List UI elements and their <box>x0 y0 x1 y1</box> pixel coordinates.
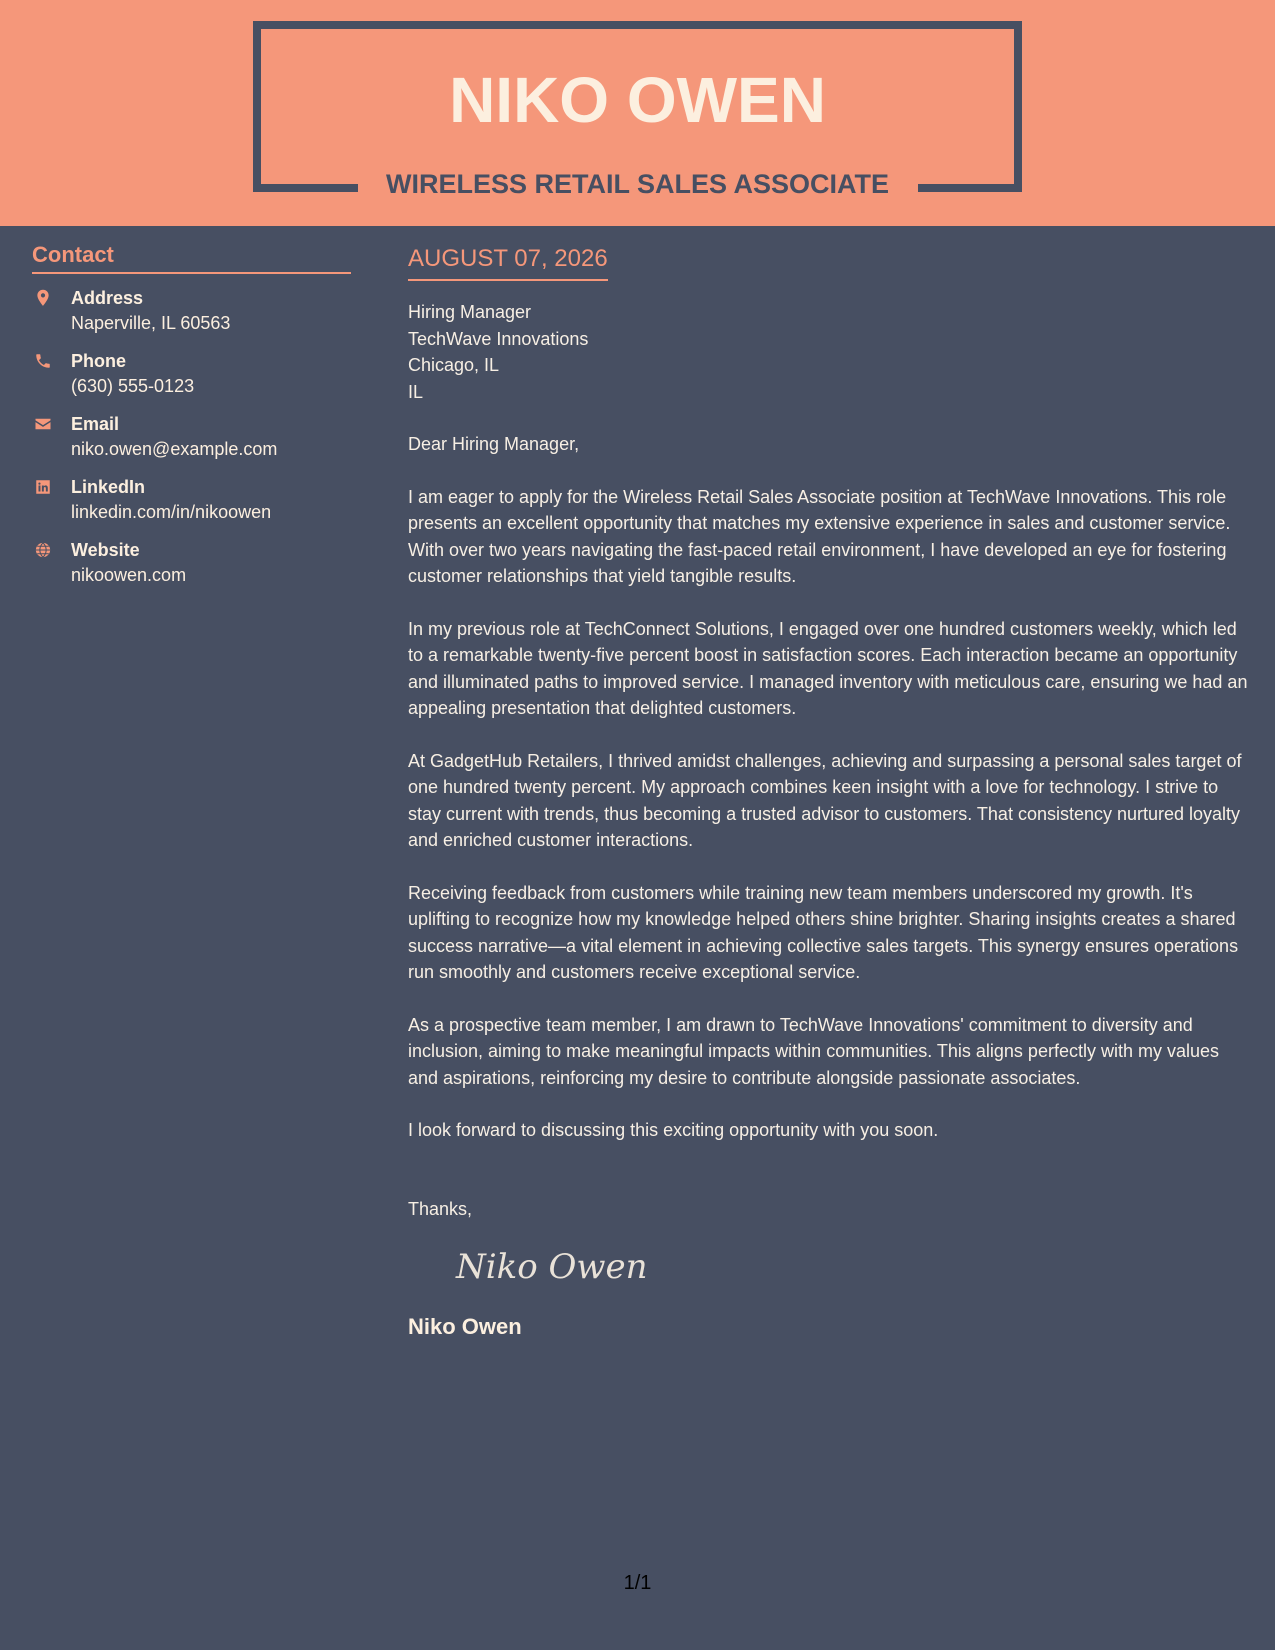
applicant-name: NIKO OWEN <box>449 64 826 136</box>
contact-value: (630) 555-0123 <box>71 376 195 396</box>
contact-value: nikoowen.com <box>71 565 187 585</box>
job-title: WIRELESS RETAIL SALES ASSOCIATE <box>385 169 890 199</box>
contact-item-website <box>32 538 351 589</box>
signed-name: Niko Owen <box>408 1314 522 1339</box>
contact-label: Website <box>71 540 140 560</box>
header-banner <box>0 0 1275 226</box>
globe-icon <box>34 541 52 559</box>
contact-value: Naperville, IL 60563 <box>71 313 231 333</box>
contact-value: niko.owen@example.com <box>71 439 278 459</box>
linkedin-icon <box>34 478 52 496</box>
handwritten-signature: Niko Owen <box>456 1247 648 1287</box>
contact-heading: Contact <box>32 240 351 274</box>
recipient-block <box>408 299 1253 405</box>
contact-item-email <box>32 412 351 463</box>
body-paragraph: As a prospective team member, I am drawn to TechWave Innovations' commitment to diversity and inclusion, aiming to make meaningful impacts within communities. This aligns perfectly with my values and aspirations, reinforcing my desire to contribute alongside passionate associates. <box>408 1014 1220 1088</box>
contact-label: LinkedIn <box>71 477 146 497</box>
contact-label: Phone <box>71 351 127 371</box>
phone-icon <box>34 352 52 370</box>
map-pin-icon <box>34 289 52 307</box>
header-frame-top <box>253 21 1022 29</box>
closing: Thanks, <box>408 1198 473 1219</box>
contact-label: Email <box>71 414 120 434</box>
body-paragraph: Receiving feedback from customers while training new team members underscored my growth. It's uplifting to recognize how my knowledge helped others shine brighter. Sharing insights creates a shared success narrative—a vital element in achieving collective sales targets. This synergy ensures operations run smoothly and customers receive exceptional service. <box>408 882 1239 982</box>
salutation: Dear Hiring Manager, <box>408 434 580 454</box>
contact-item-address <box>32 286 351 337</box>
contact-label: Address <box>71 288 144 308</box>
body-paragraph: In my previous role at TechConnect Solutions, I engaged over one hundred customers weekly, which led to a remarkable twenty-five percent boost in satisfaction scores. Each interaction became an opportunity and illuminated paths to improved service. I managed inventory with meticulous care, ensuring we had an appealing presentation that delighted customers. <box>408 618 1248 718</box>
contact-sidebar <box>32 240 351 589</box>
contact-value: linkedin.com/in/nikoowen <box>71 502 272 522</box>
recipient-line: IL <box>408 381 424 402</box>
body-paragraph: I look forward to discussing this exciting opportunity with you soon. <box>408 1120 939 1140</box>
recipient-line: TechWave Innovations <box>408 328 589 349</box>
recipient-line: Chicago, IL <box>408 355 500 375</box>
contact-item-linkedin <box>32 475 351 526</box>
letter-date: AUGUST 07, 2026 <box>408 243 608 281</box>
body-paragraph: At GadgetHub Retailers, I thrived amidst challenges, achieving and surpassing a personal sales target of one hundred twenty percent. My approach combines keen insight with a love for technology. I strive to stay current with trends, thus becoming a trusted advisor to customers. That consistency nurtured loyalty and enriched customer interactions. <box>408 750 1242 850</box>
page-number: 1/1 <box>623 1572 652 1594</box>
envelope-icon <box>34 415 52 433</box>
contact-item-phone <box>32 349 351 400</box>
recipient-line: Hiring Manager <box>408 302 532 322</box>
letter-body <box>408 243 1253 1342</box>
body-paragraph: I am eager to apply for the Wireless Retail Sales Associate position at TechWave Innovations. This role presents an excellent opportunity that matches my extensive experience in sales and customer service. With over two years navigating the fast-paced retail environment, I have developed an eye for fostering customer relationships that yield tangible results. <box>408 486 1231 586</box>
